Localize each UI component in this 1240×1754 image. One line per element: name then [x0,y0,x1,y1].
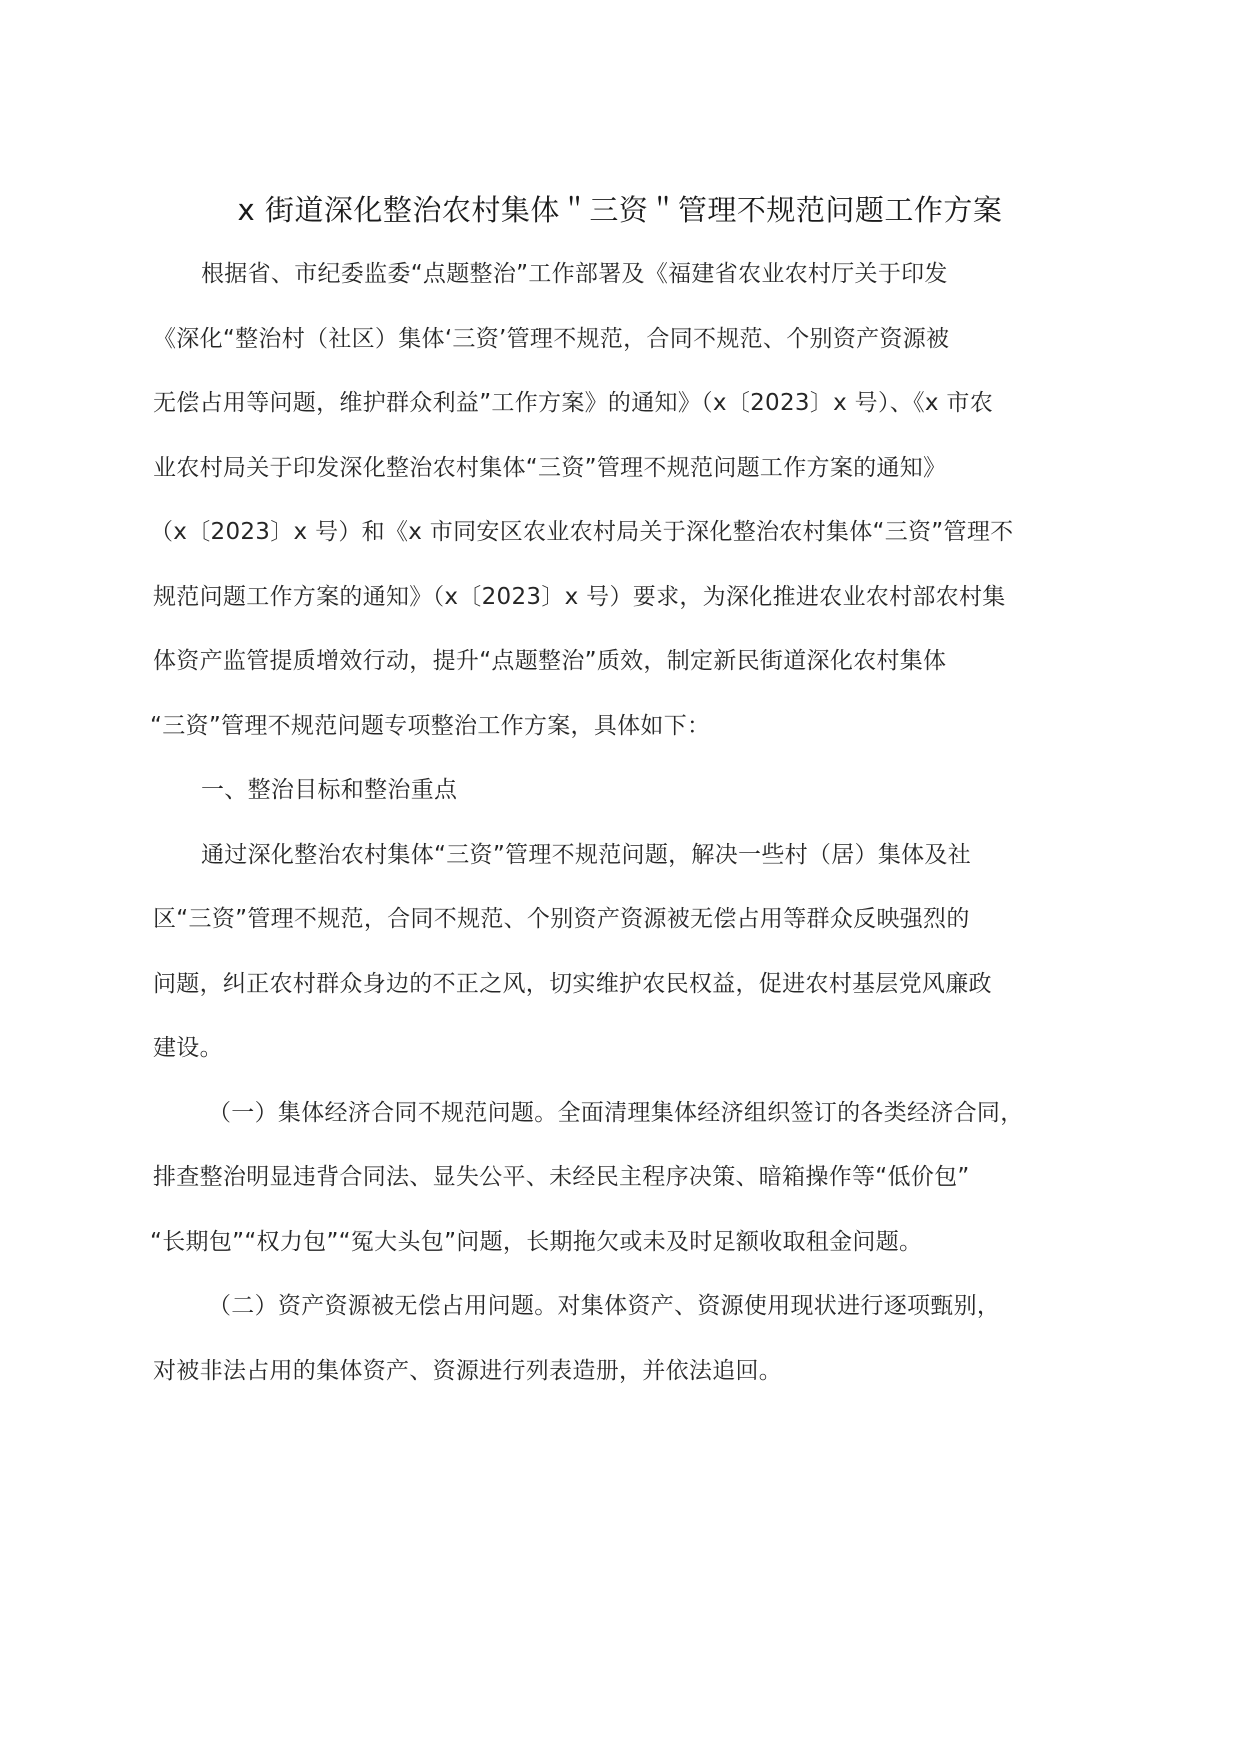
paragraph-line: “长期包”“权力包”“冤大头包”问题，长期拖欠或未及时足额收取租金问题。 [150,1229,923,1255]
paragraph-line: 问题，纠正农村群众身边的不正之风，切实维护农民权益，促进农村基层党风廉政 [153,971,992,997]
paragraph-line: “三资”管理不规范问题专项整治工作方案，具体如下： [150,713,711,739]
paragraph-line: 规范问题工作方案的通知》（x〔2023〕x 号）要求，为深化推进农业农村部农村集 [153,584,1006,610]
paragraph-line: 排查整治明显违背合同法、显失公平、未经民主程序决策、暗箱操作等“低价包” [153,1164,970,1190]
paragraph-line: 根据省、市纪委监委“点题整治”工作部署及《福建省农业农村厅关于印发 [201,261,948,287]
subsection-line: （一）集体经济合同不规范问题。全面清理集体经济组织签订的各类经济合同， [208,1100,1024,1126]
paragraph-line: 《深化“整治村（社区）集体‘三资’管理不规范，合同不规范、个别资产资源被 [153,326,950,352]
paragraph-line: （x〔2023〕x 号）和《x 市同安区农业农村局关于深化整治农村集体“三资”管理不 [150,519,1014,545]
paragraph-line: 业农村局关于印发深化整治农村集体“三资”管理不规范问题工作方案的通知》 [153,455,947,481]
document-title: x 街道深化整治农村集体＂三资＂管理不规范问题工作方案 [237,193,1003,227]
paragraph-line: 建设。 [153,1035,223,1061]
subsection-line: （二）资产资源被无偿占用问题。对集体资产、资源使用现状进行逐项甄别， [208,1293,1001,1319]
paragraph-line: 区“三资”管理不规范，合同不规范、个别资产资源被无偿占用等群众反映强烈的 [153,906,970,932]
paragraph-line: 通过深化整治农村集体“三资”管理不规范问题，解决一些村（居）集体及社 [201,842,972,868]
section-heading: 一、整治目标和整治重点 [201,777,458,803]
paragraph-line: 体资产监管提质增效行动，提升“点题整治”质效，制定新民街道深化农村集体 [153,648,947,674]
paragraph-line: 对被非法占用的集体资产、资源进行列表造册，并依法追回。 [153,1358,783,1384]
paragraph-line: 无偿占用等问题，维护群众利益”工作方案》的通知》（x〔2023〕x 号）、《x 市农 [153,390,994,416]
